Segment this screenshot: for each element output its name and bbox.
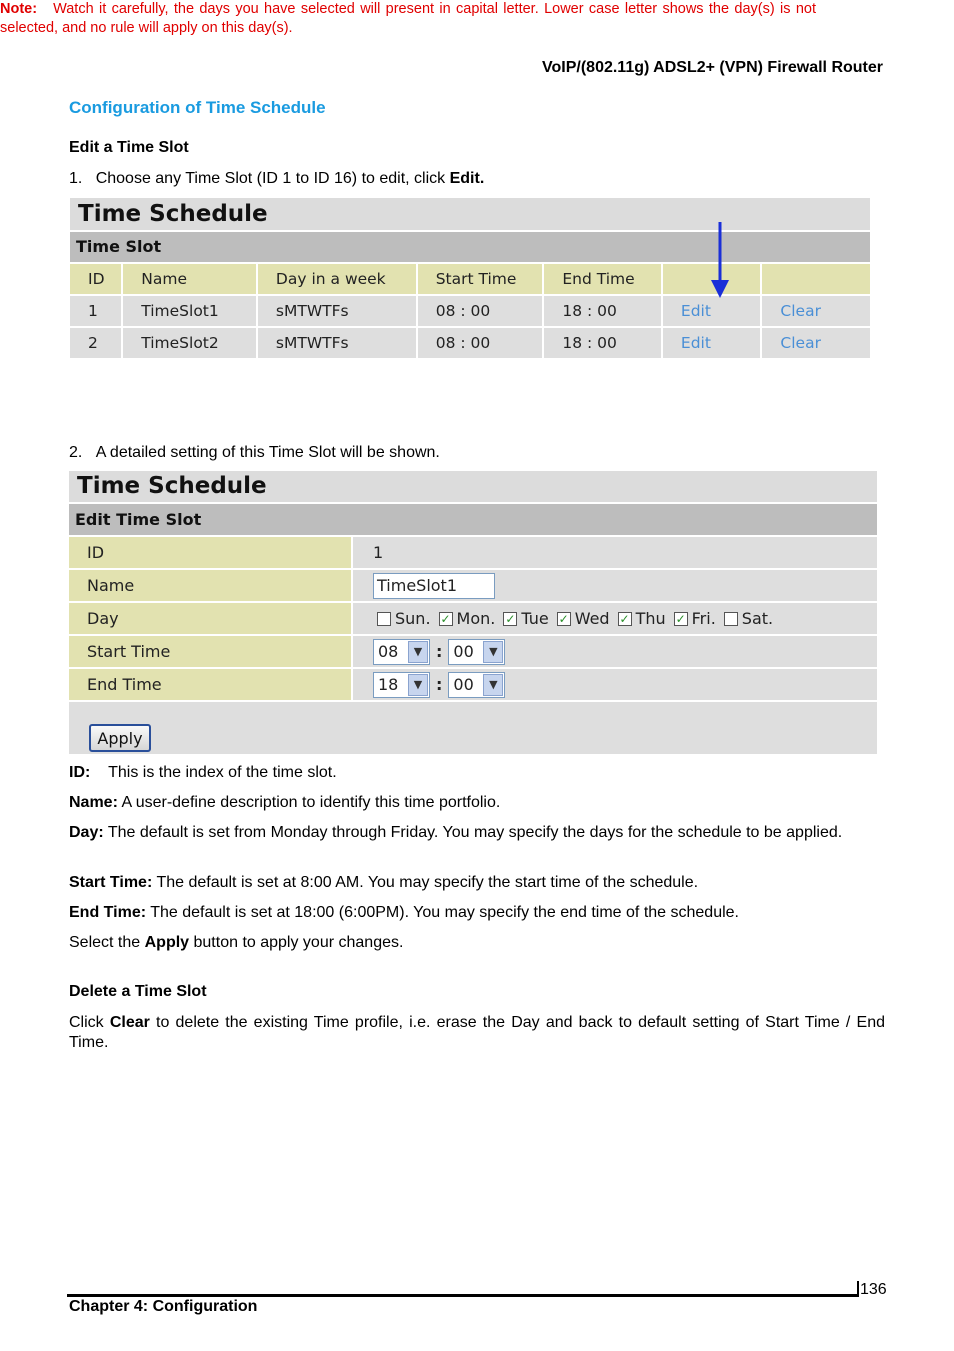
step-1 <box>69 169 484 189</box>
select-value: 18 <box>378 675 399 694</box>
note <box>0 0 816 38</box>
edit-heading: Edit a Time Slot <box>69 139 189 156</box>
select-value: 00 <box>453 642 474 661</box>
cell-end: 18 : 00 <box>544 296 661 326</box>
apply-button[interactable]: Apply <box>89 724 151 752</box>
day-tue-checkbox[interactable] <box>503 609 548 628</box>
day-label-text: Wed <box>574 609 610 628</box>
step-1-bold: Edit. <box>449 170 485 187</box>
desc-end-label: End Time: <box>69 904 147 921</box>
cell-name: TimeSlot1 <box>123 296 256 326</box>
time-schedule-list-panel <box>70 198 870 358</box>
id-value: 1 <box>353 537 877 568</box>
cell-start: 08 : 00 <box>418 296 543 326</box>
cell-id: 2 <box>70 328 121 358</box>
chevron-down-icon: ▼ <box>408 641 428 663</box>
note-text: Watch it carefully, the days you have selected will present in capital letter. Lower case letter shows the day(s) is not selected, and no rule will apply on this day(s). <box>0 1 816 36</box>
col-header-id: ID <box>70 264 121 294</box>
day-row <box>69 603 877 634</box>
footer-tick <box>857 1281 859 1297</box>
delete-pre: Click <box>69 1014 110 1031</box>
id-row <box>69 537 877 568</box>
edit-time-slot-panel <box>69 471 877 754</box>
cell-end: 18 : 00 <box>544 328 661 358</box>
col-header-days: Day in a week <box>258 264 416 294</box>
day-fri-checkbox[interactable] <box>674 609 716 628</box>
clear-link[interactable]: Clear <box>780 302 821 320</box>
delete-post: to delete the existing Time profile, i.e. erase the Day and back to default setting of Start Time / End Time. <box>69 1014 886 1051</box>
desc-name-label: Name: <box>69 794 118 811</box>
desc-day-text: The default is set from Monday through Friday. You may specify the days for the schedule to be applied. <box>103 824 843 841</box>
cell-days: sMTWTFs <box>258 296 416 326</box>
desc-apply-post: button to apply your changes. <box>189 934 404 951</box>
checkmark-icon: ✓ <box>558 611 569 626</box>
step-1-text: Choose any Time Slot (ID 1 to ID 16) to edit, click <box>95 170 450 187</box>
delete-heading: Delete a Time Slot <box>69 983 207 1000</box>
day-thu-checkbox[interactable] <box>618 609 666 628</box>
chevron-down-icon: ▼ <box>483 674 503 696</box>
col-header-start: Start Time <box>418 264 543 294</box>
desc-id <box>69 763 337 783</box>
cell-name: TimeSlot2 <box>123 328 256 358</box>
checkmark-icon: ✓ <box>440 611 451 626</box>
select-value: 00 <box>453 675 474 694</box>
day-label: Day <box>69 603 351 634</box>
day-label-text: Fri. <box>691 609 716 628</box>
table-header-row <box>70 264 870 294</box>
desc-start <box>69 873 698 893</box>
delete-text <box>69 1013 885 1053</box>
day-label-text: Sat. <box>741 609 774 628</box>
day-wed-checkbox[interactable] <box>557 609 610 628</box>
checkmark-icon: ✓ <box>675 611 686 626</box>
day-checkboxes <box>353 603 877 634</box>
day-sun-checkbox[interactable] <box>377 609 431 628</box>
cell-id: 1 <box>70 296 121 326</box>
end-time-row <box>69 669 877 700</box>
chapter-label: Chapter 4: Configuration <box>69 1298 258 1315</box>
desc-apply <box>69 933 403 953</box>
end-minute-select[interactable] <box>448 672 505 698</box>
col-header-name: Name <box>123 264 256 294</box>
edit-link[interactable]: Edit <box>680 334 711 352</box>
edit-link[interactable]: Edit <box>680 302 711 320</box>
name-label: Name <box>69 570 351 601</box>
day-label-text: Tue <box>521 609 549 628</box>
panel-subtitle: Edit Time Slot <box>69 504 877 537</box>
section-title: Configuration of Time Schedule <box>69 98 326 117</box>
start-time-row <box>69 636 877 667</box>
checkbox-box <box>724 612 738 626</box>
start-minute-select[interactable] <box>448 639 505 665</box>
page-number: 136 <box>860 1281 887 1298</box>
header-product: VoIP/(802.11g) ADSL2+ (VPN) Firewall Router <box>542 59 883 76</box>
checkbox-box <box>377 612 391 626</box>
footer-rule <box>67 1294 859 1297</box>
desc-day <box>69 823 885 843</box>
time-separator: : <box>436 675 443 694</box>
table-row <box>70 296 870 326</box>
desc-id-text: This is the index of the time slot. <box>108 764 337 781</box>
checkmark-icon: ✓ <box>505 611 516 626</box>
delete-bold: Clear <box>109 1014 150 1031</box>
start-hour-select[interactable] <box>373 639 430 665</box>
day-sat-checkbox[interactable] <box>724 609 773 628</box>
day-mon-checkbox[interactable] <box>439 609 496 628</box>
step-2 <box>69 443 440 463</box>
col-header-clear <box>762 264 870 294</box>
note-label: Note: <box>0 1 38 17</box>
step-2-text: A detailed setting of this Time Slot will be shown. <box>95 444 440 461</box>
desc-name-text: A user-define description to identify this time portfolio. <box>117 794 501 811</box>
desc-start-label: Start Time: <box>69 874 153 891</box>
time-slot-table <box>68 262 872 360</box>
checkmark-icon: ✓ <box>619 611 630 626</box>
clear-link[interactable]: Clear <box>780 334 821 352</box>
cell-start: 08 : 00 <box>418 328 543 358</box>
col-header-end: End Time <box>544 264 661 294</box>
chevron-down-icon: ▼ <box>408 674 428 696</box>
desc-end-text: The default is set at 18:00 (6:00PM). You may specify the end time of the schedule. <box>146 904 739 921</box>
panel-title: Time Schedule <box>69 471 877 504</box>
name-input[interactable]: TimeSlot1 <box>373 573 495 599</box>
cell-days: sMTWTFs <box>258 328 416 358</box>
day-label-text: Thu <box>635 609 666 628</box>
id-label: ID <box>69 537 351 568</box>
desc-day-label: Day: <box>69 824 104 841</box>
desc-start-text: The default is set at 8:00 AM. You may specify the start time of the schedule. <box>152 874 699 891</box>
day-label-text: Sun. <box>395 609 431 628</box>
desc-apply-pre: Select the <box>69 934 145 951</box>
step-2-number: 2. <box>69 444 83 461</box>
desc-end <box>69 903 739 923</box>
start-time-label: Start Time <box>69 636 351 667</box>
apply-bar <box>69 702 877 754</box>
chevron-down-icon: ▼ <box>483 641 503 663</box>
day-label-text: Mon. <box>456 609 496 628</box>
end-time-label: End Time <box>69 669 351 700</box>
pointer-arrow-icon <box>708 220 732 300</box>
desc-name <box>69 793 500 813</box>
name-row <box>69 570 877 601</box>
step-1-number: 1. <box>69 170 83 187</box>
table-row <box>70 328 870 358</box>
select-value: 08 <box>378 642 399 661</box>
end-hour-select[interactable] <box>373 672 430 698</box>
desc-apply-bold: Apply <box>144 934 190 951</box>
time-separator: : <box>436 642 443 661</box>
panel-title: Time Schedule <box>70 198 870 232</box>
panel-subtitle: Time Slot <box>70 232 870 264</box>
desc-id-label: ID: <box>69 764 91 781</box>
